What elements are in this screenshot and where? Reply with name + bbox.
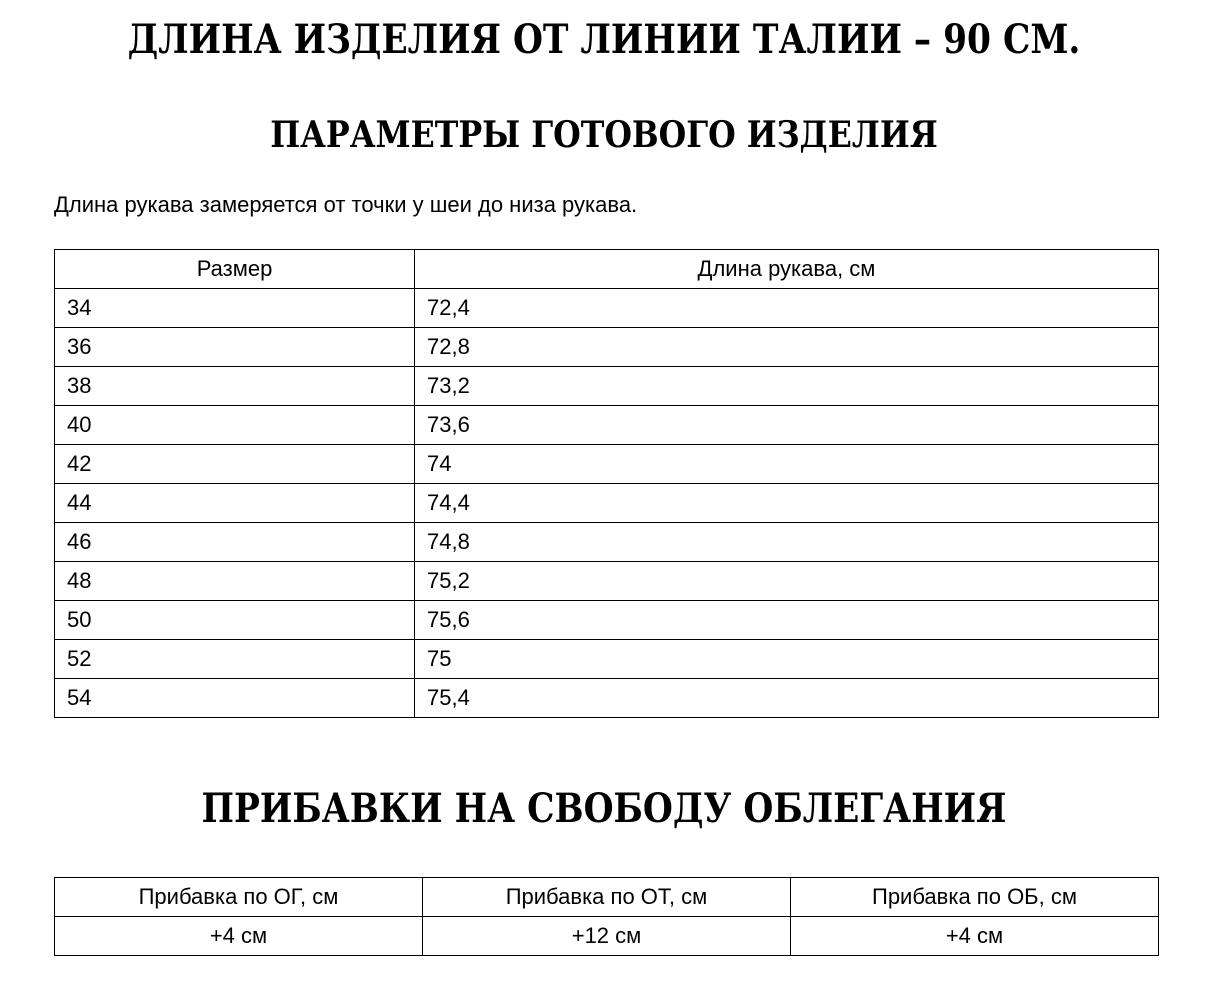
sleeve-length-cell: 75,6 xyxy=(415,601,1159,640)
allowances-values-row xyxy=(55,917,1159,956)
waist-allowance-value: +12 см xyxy=(423,917,791,956)
column-header-waist-allowance: Прибавка по ОТ, см xyxy=(423,878,791,917)
sleeve-length-cell: 72,8 xyxy=(415,328,1159,367)
table-row xyxy=(55,679,1159,718)
column-header-hip-allowance: Прибавка по ОБ, см xyxy=(791,878,1159,917)
size-cell: 34 xyxy=(55,289,415,328)
allowances-table xyxy=(54,877,1159,956)
sleeve-length-cell: 75 xyxy=(415,640,1159,679)
section-title-allowances: ПРИБАВКИ НА СВОБОДУ ОБЛЕГАНИЯ xyxy=(201,785,1007,832)
table-row xyxy=(55,484,1159,523)
column-header-sleeve-length: Длина рукава, см xyxy=(415,250,1159,289)
section-title-parameters: ПАРАМЕТРЫ ГОТОВОГО ИЗДЕЛИЯ xyxy=(270,114,938,156)
size-cell: 48 xyxy=(55,562,415,601)
table-row xyxy=(55,328,1159,367)
sleeve-length-note: Длина рукава замеряется от точки у шеи до низа рукава. xyxy=(54,192,638,217)
table-row xyxy=(55,406,1159,445)
table-row xyxy=(55,601,1159,640)
size-cell: 52 xyxy=(55,640,415,679)
table-row xyxy=(55,640,1159,679)
column-header-size: Размер xyxy=(55,250,415,289)
allowances-header-row xyxy=(55,878,1159,917)
sleeve-length-cell: 72,4 xyxy=(415,289,1159,328)
size-cell: 50 xyxy=(55,601,415,640)
sleeve-length-cell: 74 xyxy=(415,445,1159,484)
sleeve-length-cell: 74,8 xyxy=(415,523,1159,562)
sleeve-length-cell: 75,2 xyxy=(415,562,1159,601)
table-row xyxy=(55,562,1159,601)
table-row xyxy=(55,445,1159,484)
table-row xyxy=(55,523,1159,562)
table-row xyxy=(55,367,1159,406)
size-cell: 40 xyxy=(55,406,415,445)
size-table-header-row xyxy=(55,250,1159,289)
size-cell: 44 xyxy=(55,484,415,523)
size-cell: 36 xyxy=(55,328,415,367)
sleeve-length-cell: 73,2 xyxy=(415,367,1159,406)
size-table xyxy=(54,249,1159,718)
sleeve-length-cell: 75,4 xyxy=(415,679,1159,718)
size-cell: 46 xyxy=(55,523,415,562)
size-cell: 38 xyxy=(55,367,415,406)
column-header-chest-allowance: Прибавка по ОГ, см xyxy=(55,878,423,917)
sleeve-length-cell: 73,6 xyxy=(415,406,1159,445)
table-row xyxy=(55,289,1159,328)
hip-allowance-value: +4 см xyxy=(791,917,1159,956)
sleeve-length-cell: 74,4 xyxy=(415,484,1159,523)
size-cell: 54 xyxy=(55,679,415,718)
chest-allowance-value: +4 см xyxy=(55,917,423,956)
page-title: ДЛИНА ИЗДЕЛИЯ ОТ ЛИНИИ ТАЛИИ – 90 СМ. xyxy=(127,16,1081,63)
size-cell: 42 xyxy=(55,445,415,484)
